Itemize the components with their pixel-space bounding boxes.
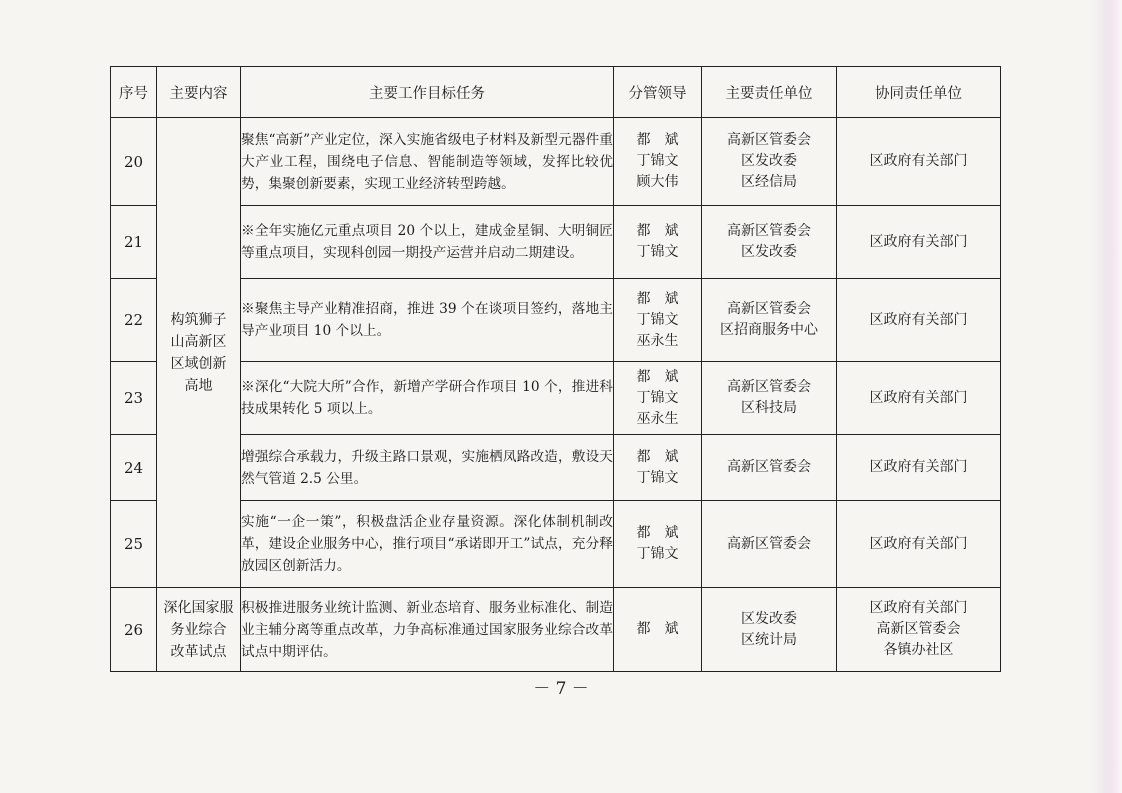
unit-name: 高新区管委会 (727, 223, 811, 239)
table-header-row (111, 67, 1001, 118)
page-number: － 7 － (533, 679, 589, 699)
table-row (111, 118, 1001, 206)
unit-cell (702, 501, 837, 588)
leader-name: 都 斌 (636, 223, 679, 239)
unit-cell (702, 279, 837, 362)
leader-name: 都 斌 (636, 368, 679, 385)
group-content-line: 改革试点 (170, 643, 227, 660)
co-cell (837, 501, 1001, 588)
unit-cell (702, 118, 837, 206)
leader-name: 都 斌 (636, 448, 679, 465)
co-name: 各镇办社区 (883, 642, 954, 658)
header-task: 主要工作目标任务 (241, 67, 614, 118)
table-row (111, 206, 1001, 279)
co-name: 区政府有关部门 (869, 233, 968, 250)
unit-cell (702, 206, 837, 279)
leader-name: 顾大伟 (636, 174, 679, 190)
unit-name: 高新区管委会 (727, 379, 811, 395)
group-content-line: 区域创新 (170, 355, 227, 372)
leader-cell (614, 501, 702, 588)
header-content: 主要内容 (157, 67, 241, 118)
leader-name: 都 斌 (636, 525, 679, 541)
co-name: 区政府有关部门 (869, 311, 968, 328)
task-text: 实施“一企一策”，积极盘活企业存量资源。深化体制机制改革，建设企业服务中心，推行项目“承诺即开工”试点，充分释放园区创新活力。 (241, 501, 614, 588)
task-text: 增强综合承载力，升级主路口景观，实施栖凤路改造，敷设天然气管道 2.5 公里。 (241, 435, 614, 501)
task-text: ※深化“大院大所”合作，新增产学研合作项目 10 个，推进科技成果转化 5 项以上。 (241, 362, 614, 435)
row-number: 24 (111, 435, 157, 501)
header-unit: 主要责任单位 (702, 67, 837, 118)
leader-cell (614, 588, 702, 672)
task-text: ※全年实施亿元重点项目 20 个以上，建成金星铜、大明铜匠等重点项目，实现科创园一期投产运营并启动二期建设。 (241, 206, 614, 279)
co-cell (837, 362, 1001, 435)
unit-name: 区统计局 (741, 631, 797, 648)
leader-cell (614, 279, 702, 362)
unit-name: 区招商服务中心 (720, 322, 818, 338)
unit-name: 高新区管委会 (727, 459, 811, 475)
task-text: 积极推进服务业统计监测、新业态培育、服务业标准化、制造业主辅分离等重点改革，力争高标准通过国家服务业综合改革试点中期评估。 (241, 588, 614, 672)
leader-cell (614, 362, 702, 435)
co-cell (837, 588, 1001, 672)
task-text: ※聚焦主导产业精准招商，推进 39 个在谈项目签约，落地主导产业项目 10 个以上。 (241, 279, 614, 362)
group-content-line: 高地 (184, 377, 213, 394)
unit-name: 区经信局 (741, 174, 797, 190)
table-row (111, 279, 1001, 362)
group-content-cell (157, 118, 241, 588)
unit-name: 高新区管委会 (727, 301, 811, 317)
unit-cell (702, 435, 837, 501)
co-cell (837, 118, 1001, 206)
leader-name: 巫永生 (636, 410, 679, 427)
unit-cell (702, 362, 837, 435)
leader-name: 都 斌 (636, 290, 679, 307)
leader-name: 丁锦文 (636, 153, 679, 169)
co-name: 区政府有关部门 (869, 535, 968, 552)
co-name: 区政府有关部门 (869, 389, 968, 406)
row-number: 26 (111, 588, 157, 672)
unit-name: 区发改委 (741, 153, 797, 169)
co-cell (837, 435, 1001, 501)
header-no: 序号 (111, 67, 157, 118)
group-content-line: 深化国家服 (163, 599, 234, 616)
unit-name: 高新区管委会 (727, 535, 811, 552)
leader-name: 丁锦文 (636, 389, 679, 406)
row-number: 22 (111, 279, 157, 362)
leader-cell (614, 118, 702, 206)
co-name: 高新区管委会 (876, 621, 961, 637)
unit-name: 高新区管委会 (727, 132, 811, 148)
co-name: 区政府有关部门 (869, 153, 968, 169)
co-cell (837, 279, 1001, 362)
unit-name: 区科技局 (741, 400, 797, 416)
row-number: 25 (111, 501, 157, 588)
header-leader: 分管领导 (614, 67, 702, 118)
group-content-line: 山高新区 (170, 333, 227, 350)
row-number: 21 (111, 206, 157, 279)
task-table (110, 66, 1001, 672)
row-number: 20 (111, 118, 157, 206)
unit-cell (702, 588, 837, 672)
group-content-cell (157, 588, 241, 672)
group-content-line: 务业综合 (170, 621, 227, 638)
unit-name: 区发改委 (741, 610, 797, 627)
leader-name: 巫永生 (636, 332, 679, 349)
leader-name: 丁锦文 (636, 546, 679, 562)
leader-name: 丁锦文 (636, 311, 679, 328)
table-row (111, 501, 1001, 588)
co-name: 区政府有关部门 (869, 600, 968, 616)
header-co: 协同责任单位 (837, 67, 1001, 118)
leader-name: 都 斌 (636, 132, 679, 148)
leader-name: 丁锦文 (636, 469, 679, 486)
leader-cell (614, 206, 702, 279)
table-row (111, 588, 1001, 672)
unit-name: 区发改委 (741, 244, 797, 260)
leader-cell (614, 435, 702, 501)
group-content-line: 构筑狮子 (170, 311, 227, 328)
leader-name: 丁锦文 (636, 244, 679, 260)
row-number: 23 (111, 362, 157, 435)
leader-name: 都 斌 (636, 621, 679, 637)
table-row (111, 362, 1001, 435)
table-row (111, 435, 1001, 501)
co-cell (837, 206, 1001, 279)
task-text: 聚焦“高新”产业定位，深入实施省级电子材料及新型元器件重大产业工程，围绕电子信息、智能制造等领域，发挥比较优势，集聚创新要素，实现工业经济转型跨越。 (241, 118, 614, 206)
co-name: 区政府有关部门 (869, 459, 968, 475)
